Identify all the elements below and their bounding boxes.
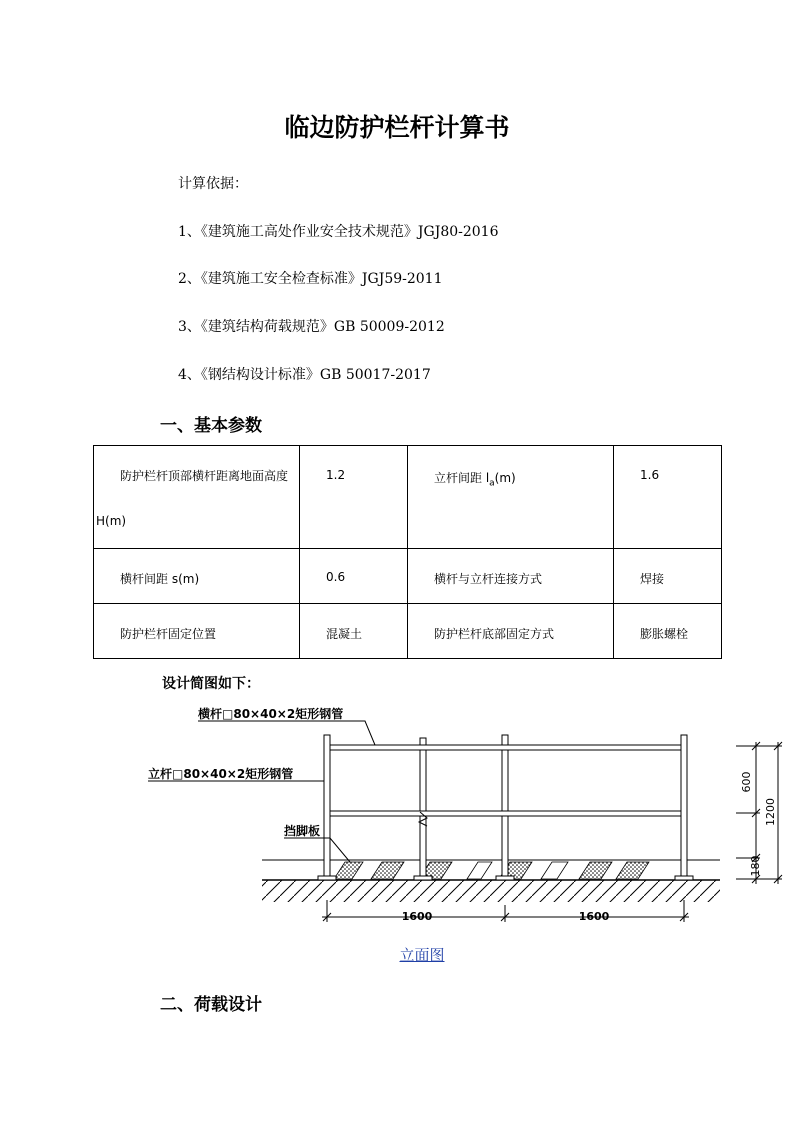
param-label [94,446,300,549]
table-row [94,549,722,604]
reference-item: 1、《建筑施工高处作业安全技术规范》JGJ80-2016 [178,224,499,240]
label-subscript: a [489,478,495,489]
dim-600: 600 [740,771,753,793]
dim-1200: 1200 [764,798,777,826]
label-text: 横杆与立杆连接方式 [434,572,543,586]
ground [262,860,720,902]
label-post: 立杆□80×40×2矩形钢管 [148,767,294,781]
param-value [300,604,408,659]
param-label [408,446,614,549]
value-text: 0.6 [326,570,346,584]
param-value [300,549,408,604]
label-text: 防护栏杆底部固定方式 [434,627,555,641]
table-row [94,446,722,549]
param-value [614,604,722,659]
leader-toe-board [284,838,350,862]
table-row [94,604,722,659]
param-label-line1: 防护栏杆顶部横杆距离地面高度 [120,469,289,483]
param-value [300,446,408,549]
horizontal-dimensions [322,900,689,922]
value-text: 焊接 [640,572,665,586]
label-top-rail: 横杆□80×40×2矩形钢管 [198,707,344,721]
page-title: 临边防护栏杆计算书 [284,113,510,142]
params-table [93,445,722,659]
reference-item: 3、《建筑结构荷载规范》GB 50009-2012 [178,319,445,335]
param-label [408,549,614,604]
dim-span-2: 1600 [578,910,610,923]
basis-label: 计算依据： [178,176,248,192]
label-text [408,446,613,488]
figure-caption[interactable]: 立面图 [399,946,445,964]
leader-top-rail [198,721,375,745]
label-text: 防护栏杆固定位置 [120,627,217,641]
label-text: 横杆间距 s(m) [120,572,200,586]
label-toe-board: 挡脚板 [284,824,321,838]
section-heading-basic-params: 一、基本参数 [160,416,262,436]
dim-span-1: 1600 [401,910,433,923]
railing-elevation-diagram [0,690,794,940]
param-value [614,446,722,549]
section-heading-load-design: 二、荷载设计 [160,995,262,1015]
value-text: 混凝土 [326,627,363,641]
posts [324,735,687,880]
reference-item: 4、《钢结构设计标准》GB 50017-2017 [178,367,431,383]
value-text: 1.6 [640,468,660,482]
label-main: 立杆间距 l [434,471,490,485]
value-text: 膨胀螺栓 [640,627,689,641]
dim-180: 180 [749,855,762,877]
label-unit: (m) [494,471,516,485]
diagram-note: 设计简图如下： [162,676,260,692]
param-value [614,549,722,604]
param-label [94,604,300,659]
param-label-line2: H(m) [96,514,127,528]
param-label [94,549,300,604]
reference-item: 2、《建筑施工安全检查标准》JGJ59-2011 [178,271,443,287]
toe-board [334,862,649,879]
value-text: 1.2 [326,468,346,482]
param-label [408,604,614,659]
